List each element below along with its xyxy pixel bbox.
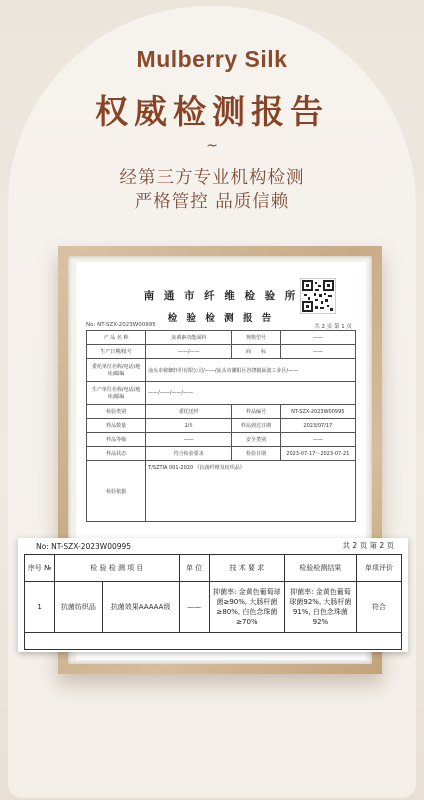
table-row: 生产日期/批号 ——/—— 商 标 —— [87,345,356,359]
brand-name: Mulberry Silk [136,46,288,72]
report-institute: 南 通 市 纤 维 检 验 所 [143,290,299,302]
table-row-empty [25,633,402,650]
page-headline: 权威检测报告 [95,92,329,131]
cell-item: 抗菌纺织品 [55,582,103,633]
report-page2-overlay [18,538,408,652]
table-row [25,582,402,633]
cell-index: 1 [25,582,55,633]
subline-2: 严格管控 品质信赖 [134,192,290,212]
col-header-result: 检验检测结果 [285,555,357,582]
table-row: 委托单位名称/电话/地址/邮编 汕头市铭御轩织有限公司/——/汕头市潮阳区谷饶镇仙波工业区/—— [87,359,356,382]
cell-verdict: 符合 [356,582,401,633]
col-header-requirement: 技 术 要 求 [209,555,284,582]
table-row: 样品等级 —— 安全类别 —— [87,433,356,447]
test-results-table [24,554,402,650]
table-row: 样品数量 1块 样品到达日期 2023/07/17 [87,419,356,433]
table-row: 生产单位名称/电话/地址/邮编 ——/——/——/—— [87,382,356,405]
cell-requirement: 抑菌率: 金黄色葡萄球菌≥90%, 大肠杆菌≥80%, 白色念珠菌≥70% [209,582,284,633]
col-header-unit: 单 位 [179,555,209,582]
cell-sub-item: 抗菌效果AAAAA级 [102,582,179,633]
cell-unit: —— [179,582,209,633]
overlay-page-indicator: 共 2 页 第 2 页 [342,541,394,550]
qr-code-icon [300,278,336,314]
table-row: 检验类别 委托送样 样品编号 NT-SZX-2023W00995 [87,405,356,419]
table-row: 产 品 名 称 灰调素功能面料 规格型号 —— [87,331,356,345]
table-row: 样品状态 符合检验要求 检验日期 2023-07-17～2023-07-21 [87,447,356,461]
table-row: 检验依据 T/SZTIA 001-2020 《抗菌纤维及纺织品》 [87,461,356,522]
overlay-report-number: No: NT-SZX-2023W00995 [36,542,132,551]
table-header-row [25,555,402,582]
cell-result: 抑菌率: 金黄色葡萄球菌92%, 大肠杆菌91%, 白色念珠菌92% [285,582,357,633]
col-header-item: 检 验 检 测 项 目 [55,555,179,582]
col-header-verdict: 单项评价 [356,555,401,582]
report-page-indicator: 共 2 页 第 1 页 [314,324,352,330]
report-info-table [86,330,356,522]
col-header-index: 序号 № [25,555,55,582]
tilde-divider: ~ [206,138,218,154]
report-number: No: NT-SZX-2023W00995 [86,322,156,328]
report-title: 检 验 检 测 报 告 [167,313,275,324]
subline-1: 经第三方专业机构检测 [119,168,305,188]
